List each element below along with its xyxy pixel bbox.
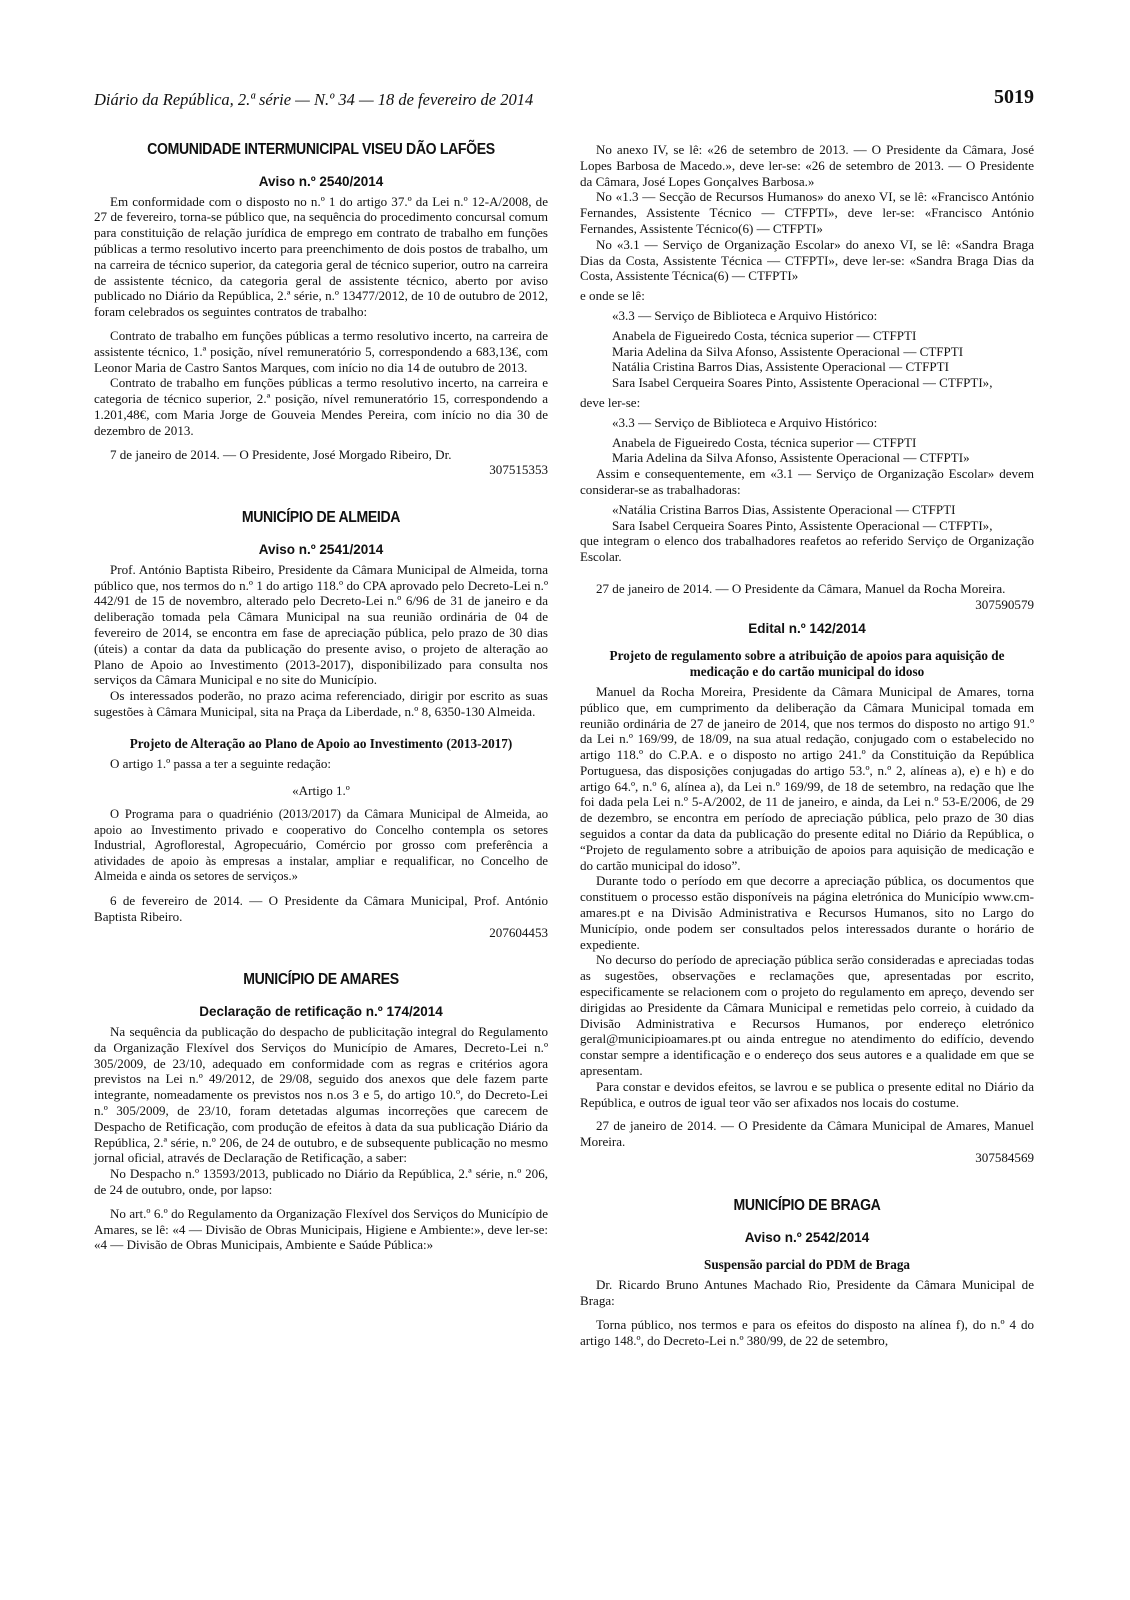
page-header [94, 86, 1034, 120]
paragraph: Durante todo o período em que decorre a apreciação pública, os documentos que constituem o processo estão disponíveis na página eletrónica do Município www.cm-amares.pt e na Divisão Administrativa e Recursos Humanos, sito no Largo do Município, onde podem ser consultados pelos interessados durante o horário de expediente. [580, 873, 1034, 952]
paragraph: deve ler-se: [580, 394, 641, 410]
project-title: Projeto de Alteração ao Plano de Apoio ao Investimento (2013-2017) [129, 735, 513, 751]
section-title: MUNICÍPIO DE AMARES [243, 971, 399, 989]
notice-title: Declaração de retificação n.º 174/2014 [199, 1004, 443, 1020]
document-code: 307590579 [975, 596, 1034, 612]
right-column [580, 142, 1034, 1348]
paragraph: No decurso do período de apreciação pública serão consideradas e apreciadas todas as sugestões, observações e reclamações que, apresentadas por escrito, especificamente se relacionem com o projeto do regulamento em apreço, devendo ser dirigidas ao Presidente da Câmara Municipal e remetidas pelo correio, à cuidado da Divisão Administrativa e Recursos Humanos, por endereço eletrónico geral@municipioamares.pt ou ainda entregue no atendimento do edifício, devendo constar sempre a identificação e o endereço dos seus autores e a qualidade em que se apresentam. [580, 952, 1034, 1079]
section-title: MUNICÍPIO DE BRAGA [733, 1196, 881, 1214]
quote-heading: «3.3 — Serviço de Biblioteca e Arquivo Histórico: [612, 414, 878, 430]
signature: 6 de fevereiro de 2014. — O Presidente da Câmara Municipal, Prof. António Baptista Ribeiro. [94, 893, 548, 924]
notice-subject: Suspensão parcial do PDM de Braga [703, 1257, 911, 1273]
paragraph: Para constar e devidos efeitos, se lavrou e se publica o presente edital no Diário da República, e outros de igual teor vão ser afixados nos locais do costume. [580, 1078, 1034, 1110]
paragraph: e onde se lê: [580, 288, 645, 304]
notice-title: Aviso n.º 2542/2014 [744, 1229, 870, 1245]
edital-subject: Projeto de regulamento sobre a atribuição de apoios para aquisição de medicação e do cartão municipal do idoso [609, 648, 1005, 680]
paragraph: O artigo 1.º passa a ter a seguinte redação: [110, 755, 332, 771]
signature: 7 de janeiro de 2014. — O Presidente, José Morgado Ribeiro, Dr. [110, 446, 452, 462]
document-code: 307584569 [975, 1150, 1034, 1166]
section-title: MUNICÍPIO DE ALMEIDA [241, 509, 401, 527]
article-text: O Programa para o quadriénio (2013/2017) da Câmara Municipal de Almeida, ao apoio ao Investimento privado e cooperativo do Concelho contempla os setores Industrial, Agroflorestal, Agropecuário, Comércio por grosso com preferência a atividades de apoio às empresas a instalar, ampliar e requalificar, no Concelho de Almeida e ainda os setores de serviços.» [94, 807, 548, 884]
paragraph: Dr. Ricardo Bruno Antunes Machado Rio, Presidente da Câmara Municipal de Braga: [580, 1277, 1034, 1308]
paragraph: No «3.1 — Serviço de Organização Escolar» do anexo VI, se lê: «Sandra Braga Dias da Costa, Assistente Técnica — CTFPTI», deve ler-se: «Sandra Braga Dias da Costa, Assistente Técnica(6) — CTFPTI» [580, 236, 1034, 284]
notice-title: Aviso n.º 2540/2014 [258, 173, 384, 189]
left-column [94, 142, 548, 1253]
quote-line: Anabela de Figueiredo Costa, técnica superior — CTFPTI [612, 434, 917, 450]
paragraph: que integram o elenco dos trabalhadores reafetos ao referido Serviço de Organização Escolar. [580, 533, 1034, 565]
journal-title: Diário da República, 2.ª série — N.º 34 — 18 de fevereiro de 2014 [94, 90, 534, 109]
signature: 27 de janeiro de 2014. — O Presidente da Câmara Municipal de Amares, Manuel Moreira. [580, 1118, 1034, 1150]
notice-title: Aviso n.º 2541/2014 [258, 541, 384, 557]
paragraph: Contrato de trabalho em funções públicas a termo resolutivo incerto, na carreira de assistente técnico, 1.ª posição, nível remuneratório 5, correspondendo a 683,13€, com Leonor Maria de Castro Santos Marques, com início no dia 14 de outubro de 2013. [94, 327, 548, 375]
quote-line: Sara Isabel Cerqueira Soares Pinto, Assistente Operacional — CTFPTI», [612, 375, 993, 391]
paragraph: Contrato de trabalho em funções públicas a termo resolutivo incerto, na carreira e categoria de técnico superior, 2.ª posição, nível remuneratório 15, correspondendo a 1.201,48€, com Maria Jorge de Gouveia Mendes Pereira, com início no dia 30 de dezembro de 2013. [94, 375, 548, 438]
quote-line: Maria Adelina da Silva Afonso, Assistente Operacional — CTFPTI» [612, 450, 970, 466]
quote-line: Natália Cristina Barros Dias, Assistente Operacional — CTFPTI [612, 359, 949, 375]
paragraph: Manuel da Rocha Moreira, Presidente da Câmara Municipal de Amares, torna público que, em cumprimento da deliberação da Câmara Municipal tomada em reunião ordinária de 27 de janeiro de 2014, que nos termos do disposto no artigo 91.º da Lei n.º 169/99, de 18/09, na sua atual redação, conjugado com o estabelecido no artigo 118.º do C.P.A. e o disposto no artigo 241.º da Constituição da República Portuguesa, das disposições conjugadas do artigo 53.º, n.º 2, alíneas a), e) e h) e do artigo 64.º, n.º 6, alínea a), da Lei n.º 169/99, de 18 de setembro, na redação que lhe foi dada pela Lei n.º 5-A/2002, de 11 de janeiro, e ainda, da Lei n.º 53-E/2006, de 29 de dezembro, se encontra em período de apreciação pública, pelo prazo de 30 dias seguidos a contar da data da publicação do presente edital no Diário da República, o “Projeto de regulamento sobre a atribuição de apoios para aquisição de medicação e do cartão municipal do idoso”. [580, 683, 1034, 873]
paragraph: Na sequência da publicação do despacho de publicitação integral do Regulamento da Organização Flexível dos Serviços do Município de Amares, Decreto-Lei n.º 305/2009, de 23/10, adequado em conformidade com as regras e critérios agora previstos na Lei n.º 49/2012, de 29/08, seguido dos anexos que dele fazem parte integrante, nomeadamente os previstos nos n.os 3 e 5, do artigo 10.º, do Decreto-Lei n.º 305/2009, de 23/10, foram detetadas algumas incorreções que carecem de Despacho de Retificação, com produção de efeitos à data da sua publicação Diário da República, 2.ª série, n.º 206, de 24 de outubro, e de subsequente publicação no mesmo jornal oficial, através de Declaração de Retificação, a saber: [94, 1024, 548, 1166]
quote-line: «Natália Cristina Barros Dias, Assistente Operacional — CTFPTI [612, 501, 956, 517]
section-title: COMUNIDADE INTERMUNICIPAL VISEU DÃO LAFÕES [147, 141, 495, 158]
paragraph: Em conformidade com o disposto no n.º 1 do artigo 37.º da Lei n.º 12-A/2008, de 27 de fevereiro, torna-se público que, na sequência do procedimento concursal comum para constituição de relação jurídica de emprego em contrato de trabalho em funções públicas a termo resolutivo incerto para preenchimento de dois postos de trabalho, um na carreira de técnico superior, da categoria geral de técnico superior, outro na carreira de assistente técnico, da categoria geral de assistente técnico, aberto por aviso publicado no Diário da República, 2.ª série, n.º 13477/2012, de 10 de outubro de 2012, foram celebrados os seguintes contratos de trabalho: [94, 193, 548, 320]
document-code: 207604453 [489, 924, 548, 940]
paragraph: Torna público, nos termos e para os efeitos do disposto na alínea f), do n.º 4 do artigo 148.º, do Decreto-Lei n.º 380/99, de 22 de setembro, [580, 1316, 1034, 1348]
paragraph: No anexo IV, se lê: «26 de setembro de 2013. — O Presidente da Câmara, José Lopes Barbosa de Macedo.», deve ler-se: «26 de setembro de 2013. — O Presidente da Câmara, José Lopes Gonçalves Barbosa.» [580, 142, 1034, 189]
paragraph: No «1.3 — Secção de Recursos Humanos» do anexo VI, se lê: «Francisco António Fernandes, Assistente Técnico — CTFPTI», deve ler-se: «Francisco António Fernandes, Assistente Técnico(6) — CTFPTI» [580, 189, 1034, 236]
paragraph: Assim e consequentemente, em «3.1 — Serviço de Organização Escolar» devem considerar-se as trabalhadoras: [580, 466, 1034, 497]
page-number: 5019 [994, 86, 1034, 108]
signature: 27 de janeiro de 2014. — O Presidente da Câmara, Manuel da Rocha Moreira. [596, 580, 1006, 596]
paragraph: Prof. António Baptista Ribeiro, Presidente da Câmara Municipal de Almeida, torna público que, nos termos do n.º 1 do artigo 118.º do CPA aprovado pelo Decreto-Lei n.º 442/91 de 15 de novembro, alterado pelo Decreto-Lei n.º 6/96 de 31 de janeiro e da deliberação tomada pela Câmara Municipal na sua reunião ordinária de 04 de fevereiro de 2014, se encontra em fase de apreciação pública, pelo prazo de 30 dias (úteis) a contar da data da publicação do presente aviso, o projeto de alteração ao Plano de Apoio ao Investimento (2013-2017), disponibilizado para consulta nos serviços da Câmara Municipal e no site do Município. [94, 561, 548, 688]
paragraph: No art.º 6.º do Regulamento da Organização Flexível dos Serviços do Município de Amares, se lê: «4 — Divisão de Obras Municipais, Higiene e Ambiente:», deve ler-se: «4 — Divisão de Obras Municipais, Ambiente e Saúde Pública:» [94, 1205, 548, 1253]
quote-heading: «3.3 — Serviço de Biblioteca e Arquivo Histórico: [612, 307, 878, 323]
paragraph: Os interessados poderão, no prazo acima referenciado, dirigir por escrito as suas sugestões à Câmara Municipal, sita na Praça da Liberdade, n.º 8, 6350-130 Almeida. [94, 688, 548, 719]
quote-line: Sara Isabel Cerqueira Soares Pinto, Assistente Operacional — CTFPTI», [612, 517, 993, 533]
quote-line: Maria Adelina da Silva Afonso, Assistente Operacional — CTFPTI [612, 343, 964, 359]
document-code: 307515353 [489, 462, 548, 478]
paragraph: No Despacho n.º 13593/2013, publicado no Diário da República, 2.ª série, n.º 206, de 24 de outubro, onde, por lapso: [94, 1166, 548, 1198]
article-heading: «Artigo 1.º [292, 783, 350, 799]
edital-title: Edital n.º 142/2014 [748, 620, 866, 636]
quote-line: Anabela de Figueiredo Costa, técnica superior — CTFPTI [612, 327, 917, 343]
